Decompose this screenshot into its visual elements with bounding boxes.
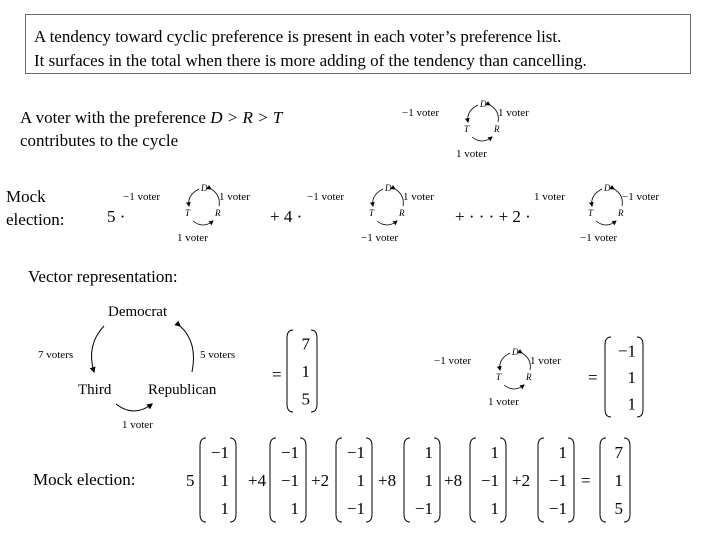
cycle-arrow-left [500,353,510,370]
sum-vector [200,438,236,522]
sum-vector [336,438,372,522]
cycle-left-count: 1 voter [534,191,565,203]
cycle-bottom-count: 1 voter [456,148,487,160]
vector-entry: 7 [301,334,310,354]
left-bracket [336,438,342,522]
left-bracket [538,438,544,522]
mock-election-sum-label: Mock election: [33,470,136,489]
triangle-third: Third [78,382,112,398]
vector-entry: 1 [220,471,229,490]
node-r: R [215,208,221,218]
right-bracket [624,438,630,522]
cycle-arrow-left [468,105,478,122]
vector-entry: −1 [280,443,299,462]
vector-entry: 1 [424,443,433,462]
right-bracket [500,438,506,522]
left-bracket [605,337,611,417]
intro-line-1: A tendency toward cyclic preference is present in each voter’s preference list. [34,27,562,46]
triangle-left-edge: 7 voters [38,349,74,361]
right-bracket [568,438,574,522]
left-bracket [600,438,606,522]
cycle-arrow-bottom [472,137,492,141]
node-t: T [464,124,470,134]
cycle-arrow-bottom [377,221,397,225]
vector-entry: 1 [490,499,499,518]
vector-entry: 1 [614,471,623,490]
left-bracket [470,438,476,522]
vector-entry: 1 [356,471,365,490]
cycle-right-count: 1 voter [219,191,250,203]
coeff-4: + 4 · [270,207,303,226]
cycle-right-count: 1 voter [403,191,434,203]
cycle-bottom-count: −1 voter [580,232,618,244]
coeff-ellipsis-2: + · · · + 2 · [455,207,531,226]
node-d: D [201,183,208,193]
sum-coefficient: +2 [311,471,330,490]
left-bracket [287,330,293,412]
cycle-diagram [534,183,659,244]
vector-entry: 1 [490,443,499,462]
sum-coefficient: +8 [378,471,397,490]
preference-formula: D > R > T [210,108,283,127]
vote-triangle [38,304,235,431]
right-bracket [434,438,440,522]
cycle-bottom-count: 1 voter [177,232,208,244]
node-r: R [526,372,532,382]
mock-election-label: Mock election: [6,187,65,229]
vector-entry: −1 [548,471,567,490]
cycle-left-count: −1 voter [307,191,345,203]
node-r: R [494,124,500,134]
node-t: T [185,208,191,218]
cycle-arrow-left [189,189,199,206]
left-bracket [270,438,276,522]
vector-entry: −1 [414,499,433,518]
cycle-arrow-left [592,189,602,206]
node-d: D [512,347,519,357]
vector-entry: −1 [280,471,299,490]
cycle-left-count: −1 voter [434,355,472,367]
sum-vector [404,438,440,522]
cycle-left-count: −1 voter [123,191,161,203]
sum-equals: = [581,471,591,490]
vector-entry: 1 [424,471,433,490]
equals-sign-1: = [272,365,282,384]
vector-entry: 1 [220,499,229,518]
cycle-arrow-bottom [504,385,524,389]
cycle-right-count: 1 voter [498,107,529,119]
vector-result-matrix [287,330,317,412]
node-t: T [496,372,502,382]
vector-entry: −1 [210,443,229,462]
cycle-diagram [123,183,250,244]
triangle-democrat: Democrat [108,304,168,320]
triangle-arrow-left [92,326,104,372]
left-bracket [200,438,206,522]
vector-entry: 1 [301,362,310,381]
equals-sign-2: = [588,368,598,387]
node-d: D [604,183,611,193]
vector-entry: 1 [627,368,636,387]
coeff-5: 5 · [107,207,126,226]
triangle-bottom-edge: 1 voter [122,419,153,431]
vector-entry: 5 [301,389,310,409]
vector-entry: −1 [346,499,365,518]
node-r: R [618,208,624,218]
cycle-left-count: −1 voter [402,107,440,119]
cycle-diagram [434,347,561,408]
node-t: T [369,208,375,218]
vector-entry: 5 [614,499,623,518]
sum-vector [538,438,574,522]
vector-cycle-matrix [605,337,643,417]
right-bracket [230,438,236,522]
cycle-arrow-bottom [193,221,213,225]
cycle-bottom-count: 1 voter [488,396,519,408]
node-d: D [385,183,392,193]
triangle-right-edge: 5 voters [200,349,236,361]
cycle-right-count: 1 voter [530,355,561,367]
node-r: R [399,208,405,218]
cycle-arrow-bottom [596,221,616,225]
sum-vector [470,438,506,522]
matrices [186,330,643,522]
cycle-diagram [402,99,529,160]
node-t: T [588,208,594,218]
left-bracket [404,438,410,522]
vector-entry: −1 [346,443,365,462]
vector-entry: −1 [617,341,636,361]
vector-entry: 1 [627,394,636,414]
vector-entry: −1 [548,499,567,518]
node-d: D [480,99,487,109]
small-cycle-diagrams [123,99,659,408]
sum-vector [270,438,306,522]
right-bracket [300,438,306,522]
sum-result-vector [600,438,630,522]
sum-coefficient: +8 [444,471,463,490]
vector-entry: −1 [480,471,499,490]
triangle-arrow-right [180,326,194,372]
vector-representation-label: Vector representation: [28,267,178,286]
triangle-arrow-bottom [116,404,152,411]
right-bracket [637,337,643,417]
sum-coefficient: 5 [186,471,195,490]
voter-preference-prefix: A voter with the preference [20,108,211,127]
sum-coefficient: +2 [512,471,531,490]
sum-coefficient: +4 [248,471,267,490]
triangle-republican: Republican [148,382,217,398]
cycle-bottom-count: −1 voter [361,232,399,244]
right-bracket [311,330,317,412]
vector-entry: 1 [290,499,299,518]
cycle-diagram [307,183,434,244]
cycle-arrow-left [373,189,383,206]
intro-line-2: It surfaces in the total when there is more adding of the tendency than cancelling. [34,51,587,70]
vector-entry: 1 [558,443,567,462]
right-bracket [366,438,372,522]
vector-entry: 7 [614,443,623,462]
voter-preference-line-2: contributes to the cycle [20,131,179,150]
cycle-right-count: −1 voter [622,191,660,203]
